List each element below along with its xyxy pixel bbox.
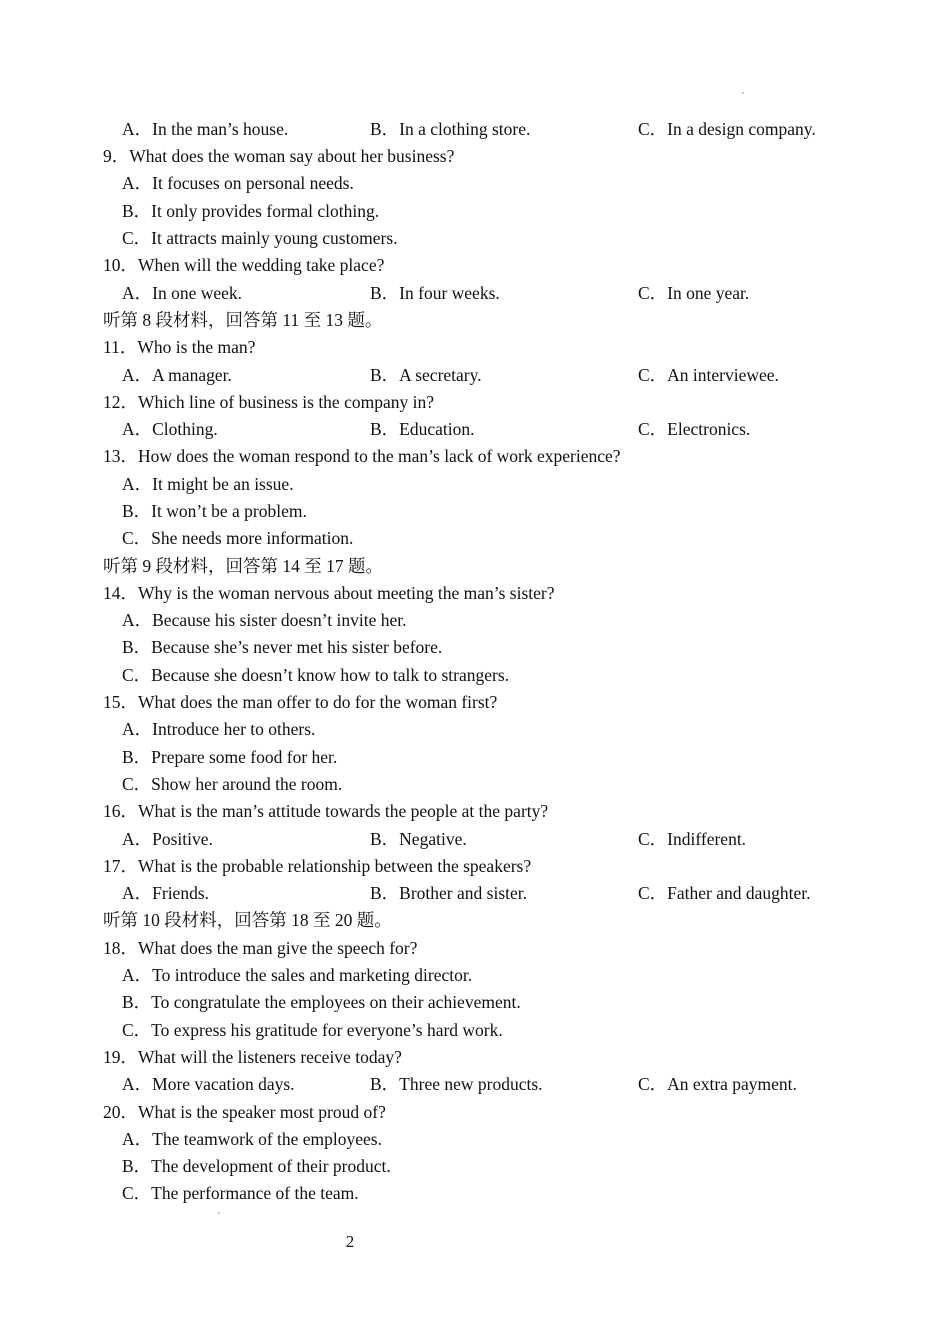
q20-option-a: A．The teamwork of the employees. (122, 1129, 382, 1149)
q11-stem: 11．Who is the man? (103, 337, 256, 357)
q8-option-b: B．In a clothing store. (370, 119, 531, 139)
q18-option-b: B．To congratulate the employees on their achievement. (122, 992, 521, 1012)
q16-option-a: A．Positive. (122, 829, 213, 849)
q15-option-c: C．Show her around the room. (122, 774, 343, 794)
section-8-instruction: 听第 8 段材料，回答第 11 至 13 题。 (103, 310, 383, 330)
q16-option-b: B．Negative. (370, 829, 467, 849)
speck-mark (742, 92, 744, 94)
q14-option-c: C．Because she doesn’t know how to talk to strangers. (122, 665, 510, 685)
q18-stem: 18．What does the man give the speech for? (103, 938, 418, 958)
section-10-instruction: 听第 10 段材料，回答第 18 至 20 题。 (103, 910, 392, 930)
q13-option-a: A．It might be an issue. (122, 474, 294, 494)
q14-option-b: B．Because she’s never met his sister before. (122, 637, 443, 657)
q16-option-c: C．Indifferent. (638, 829, 747, 849)
q18-option-c: C．To express his gratitude for everyone’s hard work. (122, 1020, 503, 1040)
q19-stem: 19．What will the listeners receive today? (103, 1047, 402, 1067)
q11-option-a: A．A manager. (122, 365, 232, 385)
q14-option-a: A．Because his sister doesn’t invite her. (122, 610, 407, 630)
q10-option-c: C．In one year. (638, 283, 750, 303)
q11-option-b: B．A secretary. (370, 365, 482, 385)
q10-option-b: B．In four weeks. (370, 283, 500, 303)
q20-stem: 20．What is the speaker most proud of? (103, 1102, 386, 1122)
q13-stem: 13．How does the woman respond to the man’s lack of work experience? (103, 446, 621, 466)
q10-option-a: A．In one week. (122, 283, 243, 303)
q19-option-b: B．Three new products. (370, 1074, 543, 1094)
q14-stem: 14．Why is the woman nervous about meeting the man’s sister? (103, 583, 555, 603)
q9-option-b: B．It only provides formal clothing. (122, 201, 380, 221)
section-9-instruction: 听第 9 段材料，回答第 14 至 17 题。 (103, 556, 383, 576)
q12-option-b: B．Education. (370, 419, 475, 439)
q17-option-c: C．Father and daughter. (638, 883, 811, 903)
q17-stem: 17．What is the probable relationship between the speakers? (103, 856, 532, 876)
page-number: 2 (345, 1232, 355, 1251)
q15-option-a: A．Introduce her to others. (122, 719, 316, 739)
q13-option-b: B．It won’t be a problem. (122, 501, 307, 521)
q12-option-c: C．Electronics. (638, 419, 751, 439)
q10-stem: 10．When will the wedding take place? (103, 255, 385, 275)
q17-option-a: A．Friends. (122, 883, 210, 903)
q15-stem: 15．What does the man offer to do for the woman first? (103, 692, 498, 712)
speck-mark (218, 1212, 220, 1214)
q9-stem: 9．What does the woman say about her business? (103, 146, 455, 166)
q13-option-c: C．She needs more information. (122, 528, 354, 548)
q20-option-b: B．The development of their product. (122, 1156, 391, 1176)
q9-option-a: A．It focuses on personal needs. (122, 173, 354, 193)
q11-option-c: C．An interviewee. (638, 365, 779, 385)
q20-option-c: C．The performance of the team. (122, 1183, 359, 1203)
q8-option-a: A．In the man’s house. (122, 119, 289, 139)
q18-option-a: A．To introduce the sales and marketing director. (122, 965, 473, 985)
q17-option-b: B．Brother and sister. (370, 883, 527, 903)
q9-option-c: C．It attracts mainly young customers. (122, 228, 398, 248)
q16-stem: 16．What is the man’s attitude towards the people at the party? (103, 801, 549, 821)
q19-option-a: A．More vacation days. (122, 1074, 295, 1094)
q15-option-b: B．Prepare some food for her. (122, 747, 338, 767)
q12-option-a: A．Clothing. (122, 419, 218, 439)
q8-option-c: C．In a design company. (638, 119, 816, 139)
q19-option-c: C．An extra payment. (638, 1074, 797, 1094)
q12-stem: 12．Which line of business is the company in? (103, 392, 434, 412)
